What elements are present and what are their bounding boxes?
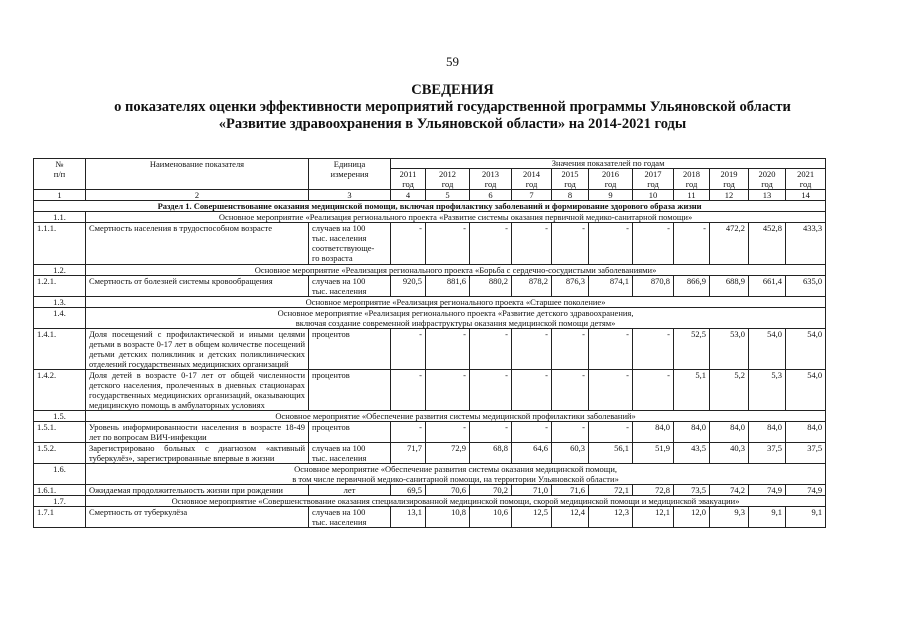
header-name: Наименование показателя xyxy=(86,159,309,190)
indicator-unit: случаев на 100 тыс. населения xyxy=(309,507,391,528)
value-cell: 70,6 xyxy=(426,485,470,496)
value-cell: 12,3 xyxy=(589,507,633,528)
indicator-unit: процентов xyxy=(309,422,391,443)
header-year: 2013 год xyxy=(470,169,512,190)
indicator-row-1-7-1 xyxy=(34,507,826,528)
measure-row-1-7 xyxy=(34,496,826,507)
value-cell: - xyxy=(589,422,633,443)
row-number: 1.5.1. xyxy=(34,422,86,443)
column-number: 9 xyxy=(589,190,633,201)
row-number: 1.2. xyxy=(34,265,86,276)
row-number: 1.1. xyxy=(34,212,86,223)
indicator-name: Смертность населения в трудоспособном возрасте xyxy=(86,223,309,265)
value-cell: - xyxy=(589,223,633,265)
value-cell: 72,9 xyxy=(426,443,470,464)
value-cell: - xyxy=(633,370,674,411)
section-row xyxy=(34,201,826,212)
value-cell: 84,0 xyxy=(786,422,826,443)
row-number: 1.5.2. xyxy=(34,443,86,464)
value-cell: - xyxy=(633,223,674,265)
value-cell: 73,5 xyxy=(674,485,710,496)
indicator-row-1-5-1 xyxy=(34,422,826,443)
value-cell: 69,5 xyxy=(391,485,426,496)
value-cell: - xyxy=(512,329,552,370)
value-cell: 5,3 xyxy=(749,370,786,411)
value-cell: - xyxy=(589,370,633,411)
header-year: 2019 год xyxy=(710,169,749,190)
row-number: 1.3. xyxy=(34,297,86,308)
indicator-row-1-5-2 xyxy=(34,443,826,464)
value-cell: 881,6 xyxy=(426,276,470,297)
value-cell: - xyxy=(552,422,589,443)
value-cell: 70,2 xyxy=(470,485,512,496)
value-cell: - xyxy=(552,370,589,411)
column-number: 5 xyxy=(426,190,470,201)
column-number: 8 xyxy=(552,190,589,201)
value-cell: 74,9 xyxy=(749,485,786,496)
header-unit: Единица измерения xyxy=(309,159,391,190)
measure-text: Основное мероприятие «Реализация регионального проекта «Развитие детского здравоохранения, включая создание современной инфраструктуры оказания медицинской помощи детям» xyxy=(86,308,826,329)
value-cell: 880,2 xyxy=(470,276,512,297)
value-cell: 12,1 xyxy=(633,507,674,528)
value-cell: - xyxy=(426,329,470,370)
indicator-name: Доля посещений с профилактической и иными целями детьми в возрасте 0-17 лет в общем количестве посещений детьми детских поликлиник и детских поликлинических отделений государственных медицинских организаций xyxy=(86,329,309,370)
indicator-unit: случаев на 100 тыс. населения xyxy=(309,276,391,297)
header-year: 2021 год xyxy=(786,169,826,190)
column-numbers-row xyxy=(34,190,826,201)
header-year: 2018 год xyxy=(674,169,710,190)
column-number: 10 xyxy=(633,190,674,201)
measure-text: Основное мероприятие «Реализация регионального проекта «Развитие системы оказания первичной медико-санитарной помощи» xyxy=(86,212,826,223)
value-cell: 71,6 xyxy=(552,485,589,496)
value-cell: 9,1 xyxy=(786,507,826,528)
value-cell: - xyxy=(470,329,512,370)
column-number: 2 xyxy=(86,190,309,201)
column-number: 3 xyxy=(309,190,391,201)
header-values-group: Значения показателей по годам xyxy=(391,159,826,169)
value-cell: 43,5 xyxy=(674,443,710,464)
indicator-name: Уровень информированности населения в возрасте 18-49 лет по вопросам ВИЧ-инфекции xyxy=(86,422,309,443)
indicator-name: Смертность от туберкулёза xyxy=(86,507,309,528)
indicator-name: Смертность от болезней системы кровообращения xyxy=(86,276,309,297)
row-number: 1.5. xyxy=(34,411,86,422)
value-cell: 64,6 xyxy=(512,443,552,464)
measure-text: Основное мероприятие «Реализация регионального проекта «Борьба с сердечно-сосудистыми заболеваниями» xyxy=(86,265,826,276)
column-number: 4 xyxy=(391,190,426,201)
value-cell: 878,2 xyxy=(512,276,552,297)
value-cell: - xyxy=(470,223,512,265)
value-cell: - xyxy=(426,223,470,265)
title-line-2: о показателях оценки эффективности мероприятий государственной программы Ульяновской области xyxy=(114,99,791,115)
value-cell: - xyxy=(674,223,710,265)
value-cell: - xyxy=(391,422,426,443)
value-cell: - xyxy=(426,370,470,411)
value-cell: 635,0 xyxy=(786,276,826,297)
column-number: 6 xyxy=(470,190,512,201)
value-cell: 12,0 xyxy=(674,507,710,528)
value-cell: 37,5 xyxy=(749,443,786,464)
column-number: 14 xyxy=(786,190,826,201)
value-cell: 12,5 xyxy=(512,507,552,528)
section-title: Раздел 1. Совершенствование оказания медицинской помощи, включая профилактику заболеваний и формирование здорового образа жизни xyxy=(34,201,826,212)
value-cell: - xyxy=(633,329,674,370)
indicator-row-1-2-1 xyxy=(34,276,826,297)
value-cell: 68,8 xyxy=(470,443,512,464)
measure-text: Основное мероприятие «Обеспечение развития системы медицинской профилактики заболеваний» xyxy=(86,411,826,422)
value-cell: 5,1 xyxy=(674,370,710,411)
value-cell: 71,0 xyxy=(512,485,552,496)
value-cell: 56,1 xyxy=(589,443,633,464)
indicator-unit: случаев на 100 тыс. населения соответствующе- го возраста xyxy=(309,223,391,265)
value-cell: - xyxy=(391,370,426,411)
value-cell: 12,4 xyxy=(552,507,589,528)
value-cell: 40,3 xyxy=(710,443,749,464)
value-cell: - xyxy=(552,223,589,265)
value-cell: 84,0 xyxy=(710,422,749,443)
value-cell: - xyxy=(426,422,470,443)
title-line-1: СВЕДЕНИЯ xyxy=(411,82,494,98)
measure-row-1-3 xyxy=(34,297,826,308)
measure-row-1-6 xyxy=(34,464,826,485)
value-cell: 5,2 xyxy=(710,370,749,411)
value-cell: 9,1 xyxy=(749,507,786,528)
value-cell: 452,8 xyxy=(749,223,786,265)
indicator-unit: процентов xyxy=(309,370,391,411)
value-cell: 84,0 xyxy=(749,422,786,443)
value-cell: 53,0 xyxy=(710,329,749,370)
measure-text: Основное мероприятие «Совершенствование оказания специализированной медицинской помощи, скорой медицинской помощи и медицинской эвакуации» xyxy=(86,496,826,507)
value-cell: - xyxy=(391,223,426,265)
value-cell: - xyxy=(589,329,633,370)
column-number: 7 xyxy=(512,190,552,201)
value-cell: 72,8 xyxy=(633,485,674,496)
indicator-unit: лет xyxy=(309,485,391,496)
row-number: 1.4. xyxy=(34,308,86,329)
row-number: 1.7.1 xyxy=(34,507,86,528)
value-cell: 433,3 xyxy=(786,223,826,265)
header-year: 2014 год xyxy=(512,169,552,190)
indicator-name: Доля детей в возрасте 0-17 лет от общей численности детского населения, пролеченных в дневных стационарах государственных медицинских организаций, оказывающих медицинскую помощь в амбулаторных условиях xyxy=(86,370,309,411)
header-year: 2020 год xyxy=(749,169,786,190)
indicator-row-1-4-1 xyxy=(34,329,826,370)
value-cell: - xyxy=(391,329,426,370)
column-number: 13 xyxy=(749,190,786,201)
row-number: 1.4.1. xyxy=(34,329,86,370)
value-cell: 74,2 xyxy=(710,485,749,496)
value-cell: - xyxy=(512,370,552,411)
value-cell: 876,3 xyxy=(552,276,589,297)
page-number: 59 xyxy=(446,54,459,69)
indicator-unit: случаев на 100 тыс. населения xyxy=(309,443,391,464)
value-cell: 54,0 xyxy=(786,329,826,370)
column-number: 11 xyxy=(674,190,710,201)
row-number: 1.4.2. xyxy=(34,370,86,411)
column-number: 12 xyxy=(710,190,749,201)
value-cell: - xyxy=(512,422,552,443)
value-cell: - xyxy=(470,422,512,443)
value-cell: 72,1 xyxy=(589,485,633,496)
value-cell: 60,3 xyxy=(552,443,589,464)
header-row-1 xyxy=(34,159,826,169)
value-cell: 866,9 xyxy=(674,276,710,297)
value-cell: 920,5 xyxy=(391,276,426,297)
measure-row-1-2 xyxy=(34,265,826,276)
measure-text: Основное мероприятие «Обеспечение развития системы оказания медицинской помощи, в том числе первичной медико-санитарной помощи, на территории Ульяновской области» xyxy=(86,464,826,485)
column-number: 1 xyxy=(34,190,86,201)
row-number: 1.6. xyxy=(34,464,86,485)
indicator-row-1-1-1 xyxy=(34,223,826,265)
measure-row-1-1 xyxy=(34,212,826,223)
measure-row-1-5 xyxy=(34,411,826,422)
value-cell: 10,6 xyxy=(470,507,512,528)
document-title xyxy=(0,82,905,133)
row-number: 1.2.1. xyxy=(34,276,86,297)
value-cell: 71,7 xyxy=(391,443,426,464)
indicator-row-1-6-1 xyxy=(34,485,826,496)
value-cell: - xyxy=(552,329,589,370)
indicator-row-1-4-2 xyxy=(34,370,826,411)
measure-text: Основное мероприятие «Реализация регионального проекта «Старшее поколение» xyxy=(86,297,826,308)
indicators-table xyxy=(33,158,826,528)
value-cell: 37,5 xyxy=(786,443,826,464)
row-number: 1.7. xyxy=(34,496,86,507)
value-cell: 74,9 xyxy=(786,485,826,496)
value-cell: 84,0 xyxy=(674,422,710,443)
value-cell: 52,5 xyxy=(674,329,710,370)
value-cell: 661,4 xyxy=(749,276,786,297)
indicator-unit: процентов xyxy=(309,329,391,370)
title-line-3: «Развитие здравоохранения в Ульяновской области» на 2014-2021 годы xyxy=(218,116,687,132)
value-cell: 870,8 xyxy=(633,276,674,297)
header-year: 2011 год xyxy=(391,169,426,190)
value-cell: 9,3 xyxy=(710,507,749,528)
measure-row-1-4 xyxy=(34,308,826,329)
row-number: 1.1.1. xyxy=(34,223,86,265)
value-cell: 874,1 xyxy=(589,276,633,297)
header-num: № п/п xyxy=(34,159,86,190)
value-cell: 84,0 xyxy=(633,422,674,443)
value-cell: - xyxy=(512,223,552,265)
header-year: 2016 год xyxy=(589,169,633,190)
indicator-name: Зарегистрировано больных с диагнозом «активный туберкулёз», зарегистрированные впервые в жизни xyxy=(86,443,309,464)
value-cell: 688,9 xyxy=(710,276,749,297)
value-cell: 472,2 xyxy=(710,223,749,265)
indicator-name: Ожидаемая продолжительность жизни при рождении xyxy=(86,485,309,496)
value-cell: 54,0 xyxy=(786,370,826,411)
header-year: 2015 год xyxy=(552,169,589,190)
value-cell: 10,8 xyxy=(426,507,470,528)
value-cell: - xyxy=(470,370,512,411)
header-year: 2012 год xyxy=(426,169,470,190)
value-cell: 54,0 xyxy=(749,329,786,370)
header-year: 2017 год xyxy=(633,169,674,190)
value-cell: 13,1 xyxy=(391,507,426,528)
value-cell: 51,9 xyxy=(633,443,674,464)
row-number: 1.6.1. xyxy=(34,485,86,496)
